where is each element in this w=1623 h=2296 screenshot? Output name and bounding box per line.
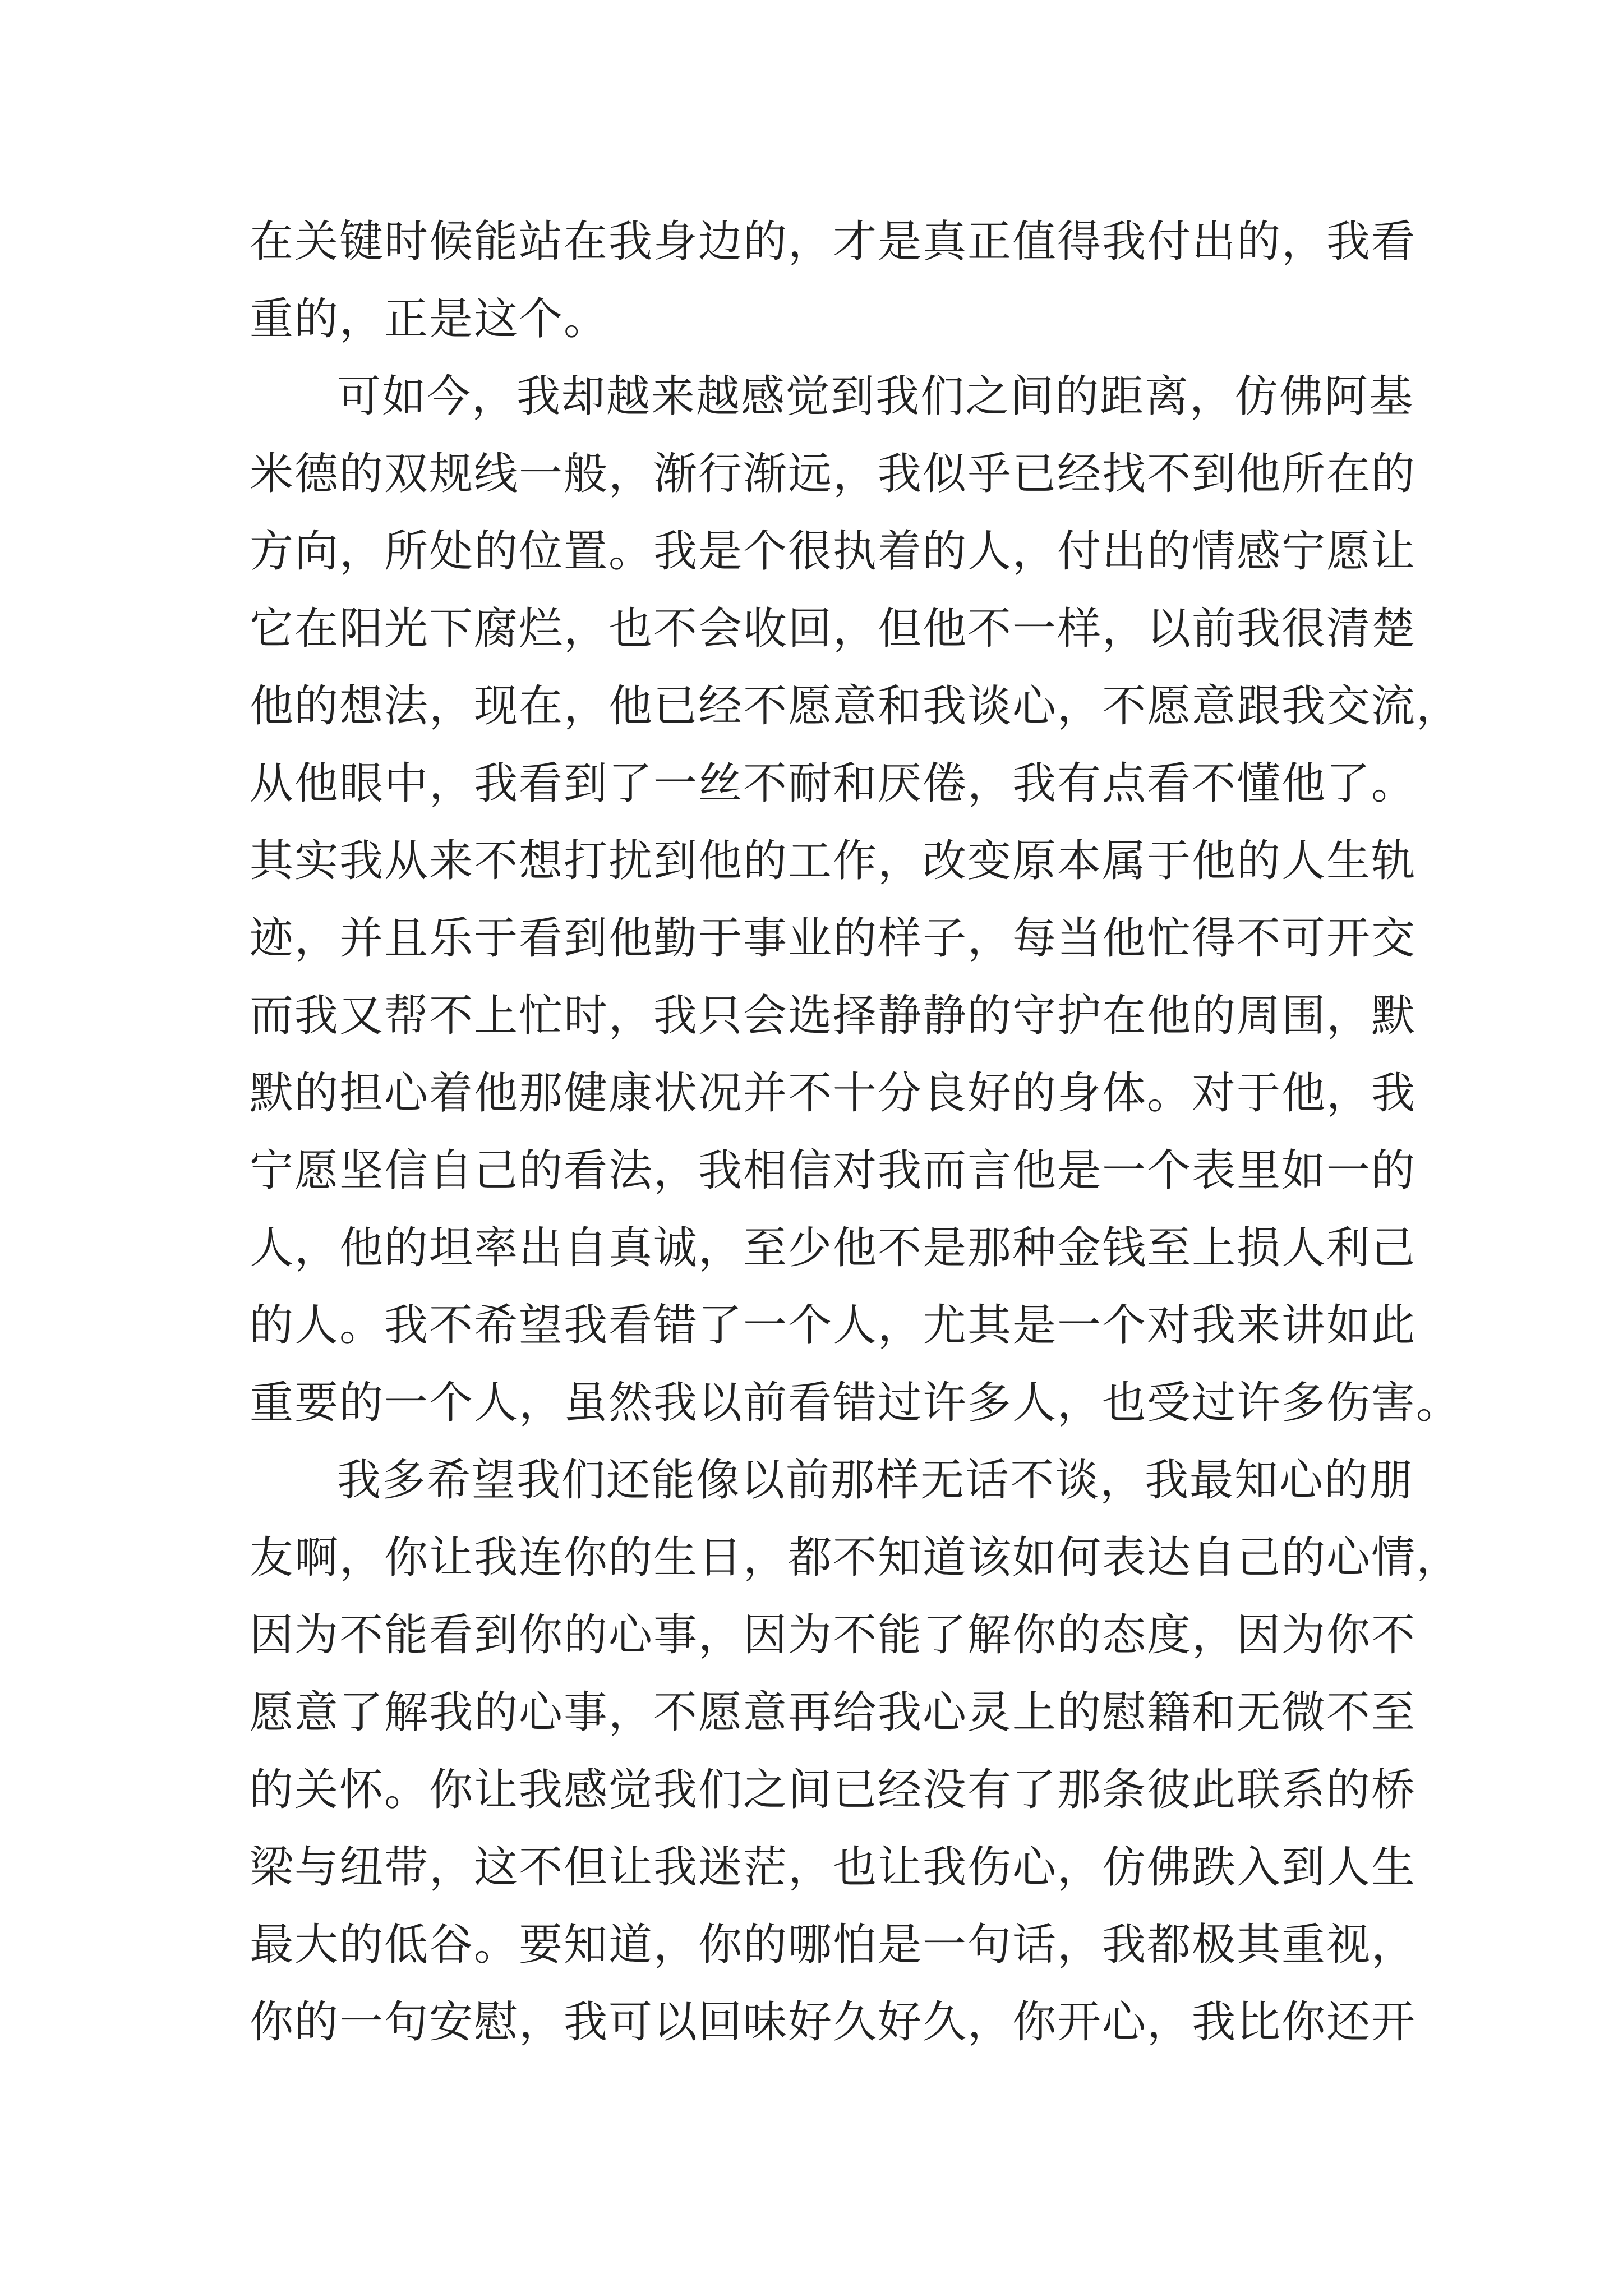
- text-line: 在关键时候能站在我身边的，才是真正值得我付出的，我看: [250, 217, 1417, 267]
- text-line: 方向，所处的位置。我是个很执着的人，付出的情感宁愿让: [250, 526, 1417, 577]
- text-line: 最大的低谷。要知道，你的哪怕是一句话，我都极其重视，: [250, 1920, 1417, 1970]
- text-line: 的人。我不希望我看错了一个人，尤其是一个对我来讲如此: [250, 1300, 1417, 1351]
- text-line: 从他眼中，我看到了一丝不耐和厌倦，我有点看不懂他了。: [250, 758, 1417, 809]
- text-line: 而我又帮不上忙时，我只会选择静静的守护在他的周围，默: [250, 991, 1417, 1041]
- text-line: 默的担心着他那健康状况并不十分良好的身体。对于他，我: [250, 1068, 1417, 1119]
- text-line: 可如今，我却越来越感觉到我们之间的距离，仿佛阿基: [337, 371, 1414, 422]
- text-line: 友啊，你让我连你的生日，都不知道该如何表达自己的心情，: [250, 1533, 1461, 1583]
- text-line: 梁与纽带，这不但让我迷茫，也让我伤心，仿佛跌入到人生: [250, 1842, 1417, 1893]
- text-line: 重要的一个人，虽然我以前看错过许多人，也受过许多伤害。: [250, 1378, 1461, 1428]
- text-line: 其实我从来不想打扰到他的工作，改变原本属于他的人生轨: [250, 836, 1417, 886]
- body-text: [250, 203, 1461, 2061]
- text-line: 迹，并且乐于看到他勤于事业的样子，每当他忙得不可开交: [250, 913, 1417, 964]
- text-line: 人，他的坦率出自真诚，至少他不是那种金钱至上损人利己: [250, 1223, 1417, 1273]
- text-line: 愿意了解我的心事，不愿意再给我心灵上的慰籍和无微不至: [250, 1687, 1417, 1738]
- text-line: 米德的双规线一般，渐行渐远，我似乎已经找不到他所在的: [250, 449, 1417, 499]
- text-line: 的关怀。你让我感觉我们之间已经没有了那条彼此联系的桥: [250, 1765, 1417, 1815]
- text-line: 宁愿坚信自己的看法，我相信对我而言他是一个表里如一的: [250, 1145, 1417, 1196]
- text-line: 我多希望我们还能像以前那样无话不谈，我最知心的朋: [337, 1455, 1414, 1506]
- text-line: 因为不能看到你的心事，因为不能了解你的态度，因为你不: [250, 1610, 1417, 1660]
- text-line: 你的一句安慰，我可以回味好久好久，你开心，我比你还开: [250, 1997, 1417, 2047]
- text-line: 重的，正是这个。: [250, 294, 609, 344]
- text-line: 它在阳光下腐烂，也不会收回，但他不一样，以前我很清楚: [250, 604, 1417, 654]
- text-line: 他的想法，现在，他已经不愿意和我谈心，不愿意跟我交流，: [250, 681, 1461, 731]
